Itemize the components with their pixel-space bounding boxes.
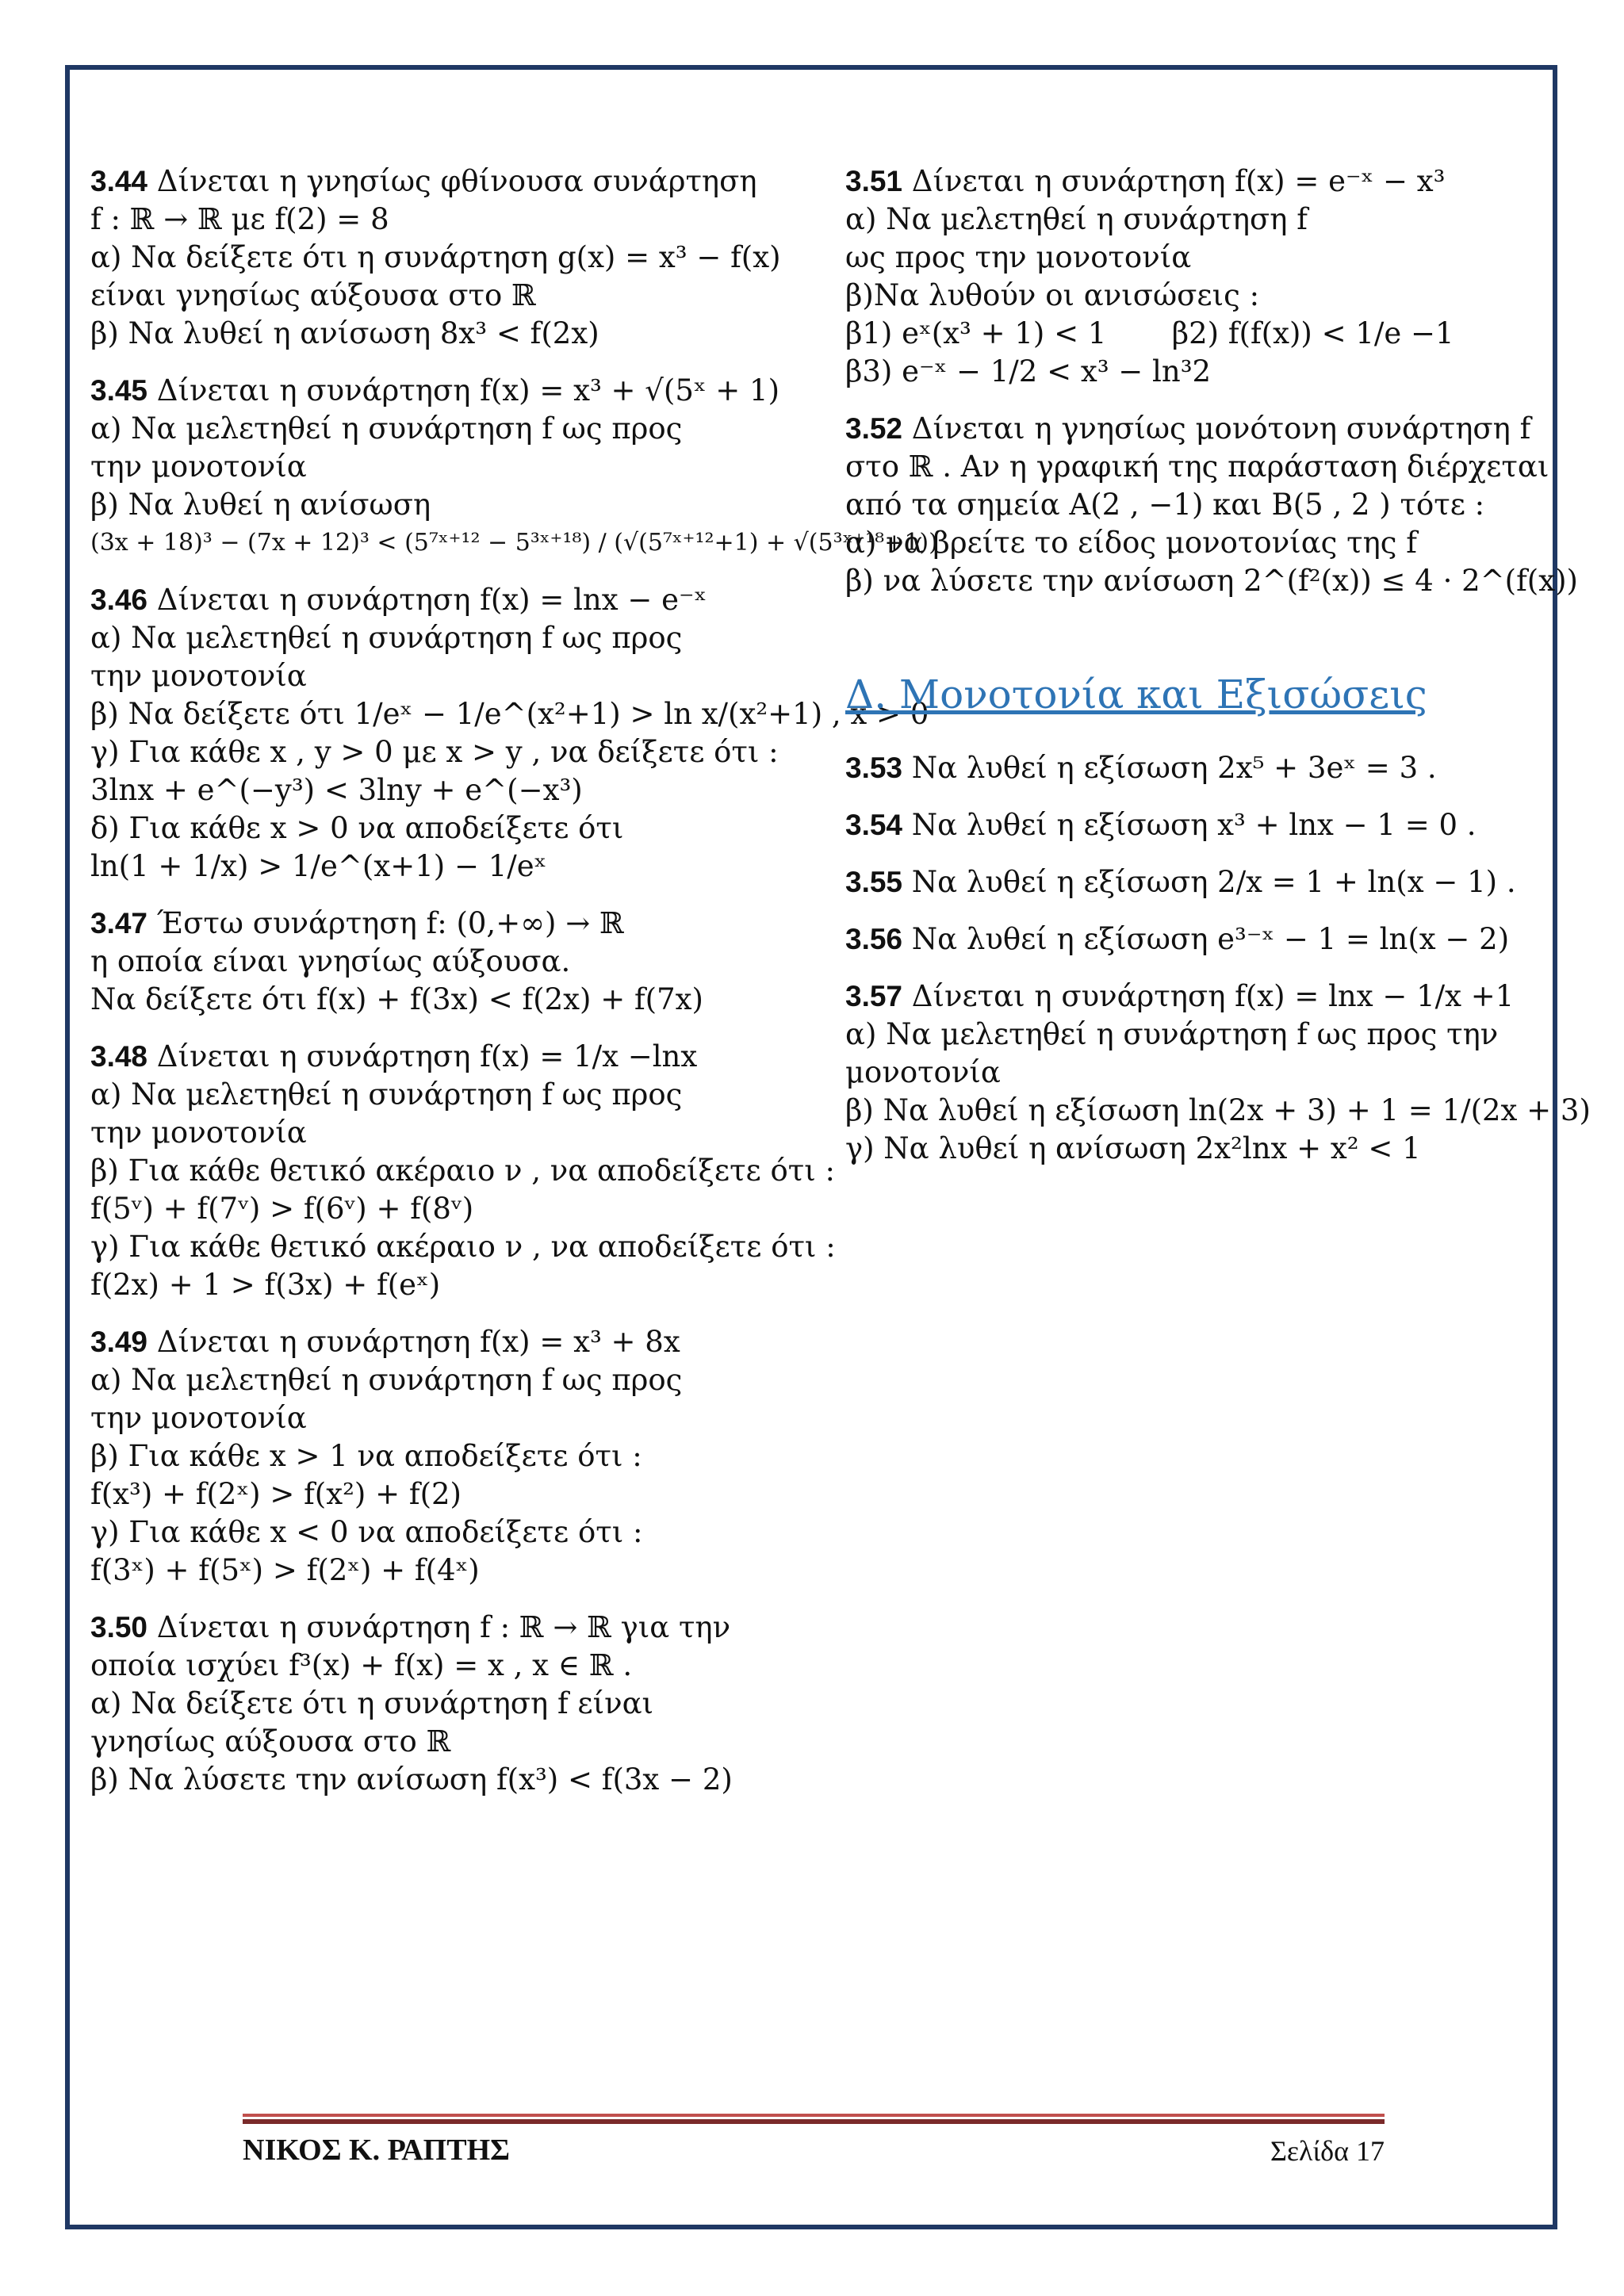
footer-author: ΝΙΚΟΣ Κ. ΡΑΠΤΗΣ xyxy=(243,2133,510,2167)
exercise-3-47: 3.47 Έστω συνάρτηση f: (0,+∞) → ℝ η οποία είναι γνησίως αύξουσα. Να δείξετε ότι f(x) + f(3x) < f(2x) + f(7x) xyxy=(90,906,703,1016)
exercise-number: 3.51 xyxy=(845,165,903,197)
exercise-number: 3.46 xyxy=(90,584,148,616)
footer-divider xyxy=(243,2114,1385,2117)
exercise-number: 3.50 xyxy=(90,1611,148,1644)
exercise-3-55: 3.55 Να λυθεί η εξίσωση 2/x = 1 + ln(x − 1) . xyxy=(845,865,1516,899)
exercise-number: 3.45 xyxy=(90,374,148,407)
exercise-number: 3.44 xyxy=(90,165,148,197)
exercise-3-48: 3.48 Δίνεται η συνάρτηση f(x) = 1/x −lnx α) Να μελετηθεί η συνάρτηση f ως προς την μονοτονία β) Για κάθε θετικό ακέραιο ν , να αποδείξετε ότι : f(5ᵛ) + f(7ᵛ) > f(6ᵛ) + f(8ᵛ) γ) Για κάθε θετικό ακέραιο ν , να αποδείξετε ότι : f(2x) + 1 > f(3x) + f(eˣ) xyxy=(90,1039,836,1302)
exercise-3-52: 3.52 Δίνεται η γνησίως μονότονη συνάρτηση f στο ℝ . Αν η γραφική της παράσταση διέρχεται από τα σημεία Α(2 , −1) και Β(5 , 2 ) τότε : α) να βρείτε το είδος μονοτονίας της f β) να λύσετε την ανίσωση 2^(f²(x)) ≤ 4 · 2^(f(x)) xyxy=(845,411,1578,598)
exercise-number: 3.55 xyxy=(845,866,903,898)
exercise-3-50: 3.50 Δίνεται η συνάρτηση f : ℝ → ℝ για την οποία ισχύει f³(x) + f(x) = x , x ∈ ℝ . α) Να δείξετε ότι η συνάρτηση f είναι γνησίως αύξουσα στο ℝ β) Να λύσετε την ανίσωση f(x³) < f(3x − 2) xyxy=(90,1610,733,1797)
exercise-number: 3.56 xyxy=(845,923,903,955)
exercise-3-56: 3.56 Να λυθεί η εξίσωση e³⁻ˣ − 1 = ln(x − 2) xyxy=(845,922,1510,956)
exercise-3-57: 3.57 Δίνεται η συνάρτηση f(x) = lnx − 1/x +1 α) Να μελετηθεί η συνάρτηση f ως προς την μονοτονία β) Να λυθεί η εξίσωση ln(2x + 3) + 1 = 1/(2x + 3) γ) Να λυθεί η ανίσωση 2x²lnx + x² < 1 xyxy=(845,979,1591,1165)
exercise-number: 3.52 xyxy=(845,412,903,445)
exercise-number: 3.49 xyxy=(90,1326,148,1358)
exercise-number: 3.54 xyxy=(845,809,903,841)
exercise-3-46: 3.46 Δίνεται η συνάρτηση f(x) = lnx − e⁻ˣ α) Να μελετηθεί η συνάρτηση f ως προς την μονοτονία β) Να δείξετε ότι 1/eˣ − 1/e^(x²+1) > ln x/(x²+1) , x > 0 γ) Για κάθε x , y > 0 με x > y , να δείξετε ότι : 3lnx + e^(−y³) < 3lny + e^(−x³) δ) Για κάθε x > 0 να αποδείξετε ότι ln(1 + 1/x) > 1/e^(x+1) − 1/eˣ xyxy=(90,583,929,883)
page-number: Σελίδα 17 xyxy=(1270,2135,1385,2167)
exercise-number: 3.53 xyxy=(845,752,903,784)
exercise-number: 3.57 xyxy=(845,980,903,1012)
exercise-3-45: 3.45 Δίνεται η συνάρτηση f(x) = x³ + √(5ˣ + 1) α) Να μελετηθεί η συνάρτηση f ως προς την μονοτονία β) Να λυθεί η ανίσωση (3x + 18)³ − (7x + 12)³ < (5⁷ˣ⁺¹² − 5³ˣ⁺¹⁸) / (√(5⁷ˣ⁺¹²+1) + √(5³ˣ⁺¹⁸+1)) xyxy=(90,373,938,557)
exercise-3-49: 3.49 Δίνεται η συνάρτηση f(x) = x³ + 8x α) Να μελετηθεί η συνάρτηση f ως προς την μονοτονία β) Για κάθε x > 1 να αποδείξετε ότι : f(x³) + f(2ˣ) > f(x²) + f(2) γ) Για κάθε x < 0 να αποδείξετε ότι : f(3ˣ) + f(5ˣ) > f(2ˣ) + f(4ˣ) xyxy=(90,1325,683,1587)
right-column xyxy=(845,163,1591,1187)
exercise-number: 3.47 xyxy=(90,907,148,939)
exercise-3-44: 3.44 Δίνεται η γνησίως φθίνουσα συνάρτηση f : ℝ → ℝ με f(2) = 8 α) Να δείξετε ότι η συνάρτηση g(x) = x³ − f(x) είναι γνησίως αύξουσα στο ℝ β) Να λυθεί η ανίσωση 8x³ < f(2x) xyxy=(90,164,781,350)
exercise-3-54: 3.54 Να λυθεί η εξίσωση x³ + lnx − 1 = 0 . xyxy=(845,808,1477,842)
section-title: Δ. Μονοτονία και Εξισώσεις xyxy=(845,672,1427,718)
footer-divider-thick xyxy=(243,2119,1385,2124)
exercise-3-51: 3.51 Δίνεται η συνάρτηση f(x) = e⁻ˣ − x³ α) Να μελετηθεί η συνάρτηση f ως προς την μονοτονία β)Να λυθούν οι ανισώσεις : β1) eˣ(x³ + 1) < 1 β2) f(f(x)) < 1/e −1 β3) e⁻ˣ − 1/2 < x³ − ln³2 xyxy=(845,164,1454,388)
exercise-number: 3.48 xyxy=(90,1040,148,1073)
exercise-3-53: 3.53 Να λυθεί η εξίσωση 2x⁵ + 3eˣ = 3 . xyxy=(845,751,1437,785)
